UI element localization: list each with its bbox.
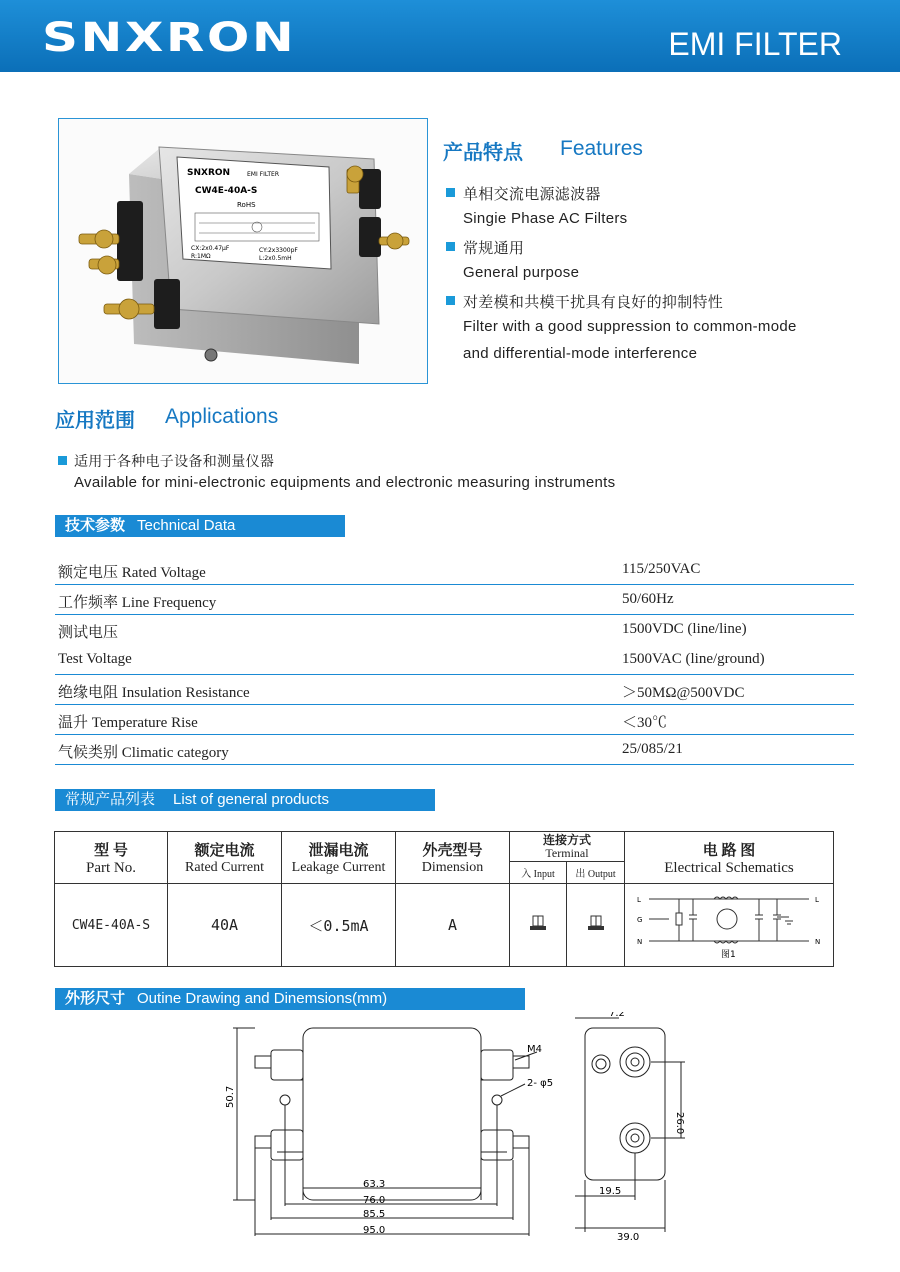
header-terminal: 连接方式 Terminal bbox=[510, 832, 625, 862]
bullet-icon bbox=[446, 242, 455, 251]
applications-heading-en: Applications bbox=[165, 405, 279, 428]
products-bar bbox=[55, 789, 435, 811]
products-bar-en: List of general products bbox=[173, 791, 329, 808]
dim-95: 95.0 bbox=[363, 1225, 386, 1236]
features-heading-en: Features bbox=[560, 137, 643, 160]
dimension-drawing bbox=[215, 1012, 685, 1244]
spec-value: 25/085/21 bbox=[622, 741, 683, 757]
photo-r: R:1MΩ bbox=[191, 253, 211, 260]
spec-value: 1500VAC (line/ground) bbox=[622, 651, 765, 667]
spec-value: ＜30℃ bbox=[622, 715, 668, 731]
schematic-l-in: L bbox=[637, 895, 641, 904]
dim-26: 26.0 bbox=[674, 1112, 685, 1135]
outline-bar-cn: 外形尺寸 bbox=[65, 990, 126, 1007]
dim-7-2: 7.2 bbox=[609, 1012, 625, 1019]
header-dimension: 外壳型号 Dimension bbox=[396, 832, 510, 884]
features-heading-cn: 产品特点 bbox=[443, 140, 523, 164]
feature-item-en: Singie Phase AC Filters bbox=[463, 210, 628, 227]
spec-row bbox=[55, 555, 854, 585]
photo-brand: SNXRON bbox=[187, 168, 231, 178]
dim-m4: M4 bbox=[527, 1044, 542, 1055]
dim-phi5: 2- φ5 bbox=[527, 1078, 554, 1089]
schematic-n-in: N bbox=[637, 937, 643, 946]
spec-label: 测试电压 bbox=[58, 625, 119, 641]
spec-row bbox=[55, 585, 854, 615]
outline-drawing bbox=[215, 1012, 685, 1248]
spec-row bbox=[55, 675, 854, 705]
spec-label: 额定电压 Rated Voltage bbox=[58, 565, 206, 581]
brand-logo: SNXRON bbox=[42, 15, 297, 61]
header-input: 入 Input bbox=[510, 862, 567, 884]
bullet-icon bbox=[446, 296, 455, 305]
technical-bar-cn: 技术参数 bbox=[65, 517, 126, 534]
spec-row bbox=[55, 645, 854, 675]
bullet-icon bbox=[446, 188, 455, 197]
applications-heading-cn: 应用范围 bbox=[55, 408, 135, 432]
header-leakage: 泄漏电流 Leakage Current bbox=[282, 832, 396, 884]
spec-row bbox=[55, 705, 854, 735]
application-item-cn: 适用于各种电子设备和测量仪器 bbox=[74, 453, 275, 469]
cell-leakage: ＜0.5mA bbox=[282, 884, 396, 967]
dim-39: 39.0 bbox=[617, 1232, 640, 1243]
outline-bar bbox=[55, 988, 525, 1010]
dim-76: 76.0 bbox=[363, 1195, 386, 1206]
header-schematics: 电 路 图 Electrical Schematics bbox=[625, 832, 834, 884]
header-output: 出 Output bbox=[567, 862, 625, 884]
application-item-en: Available for mini-electronic equipments and electronic measuring instruments bbox=[74, 474, 616, 491]
schematic-l-out: L bbox=[815, 895, 819, 904]
feature-item-en-cont: and differential-mode interference bbox=[463, 345, 698, 362]
bullet-icon bbox=[58, 456, 67, 465]
spec-value: ＞50MΩ@500VDC bbox=[622, 685, 745, 701]
cell-input-terminal bbox=[510, 884, 567, 967]
product-photo bbox=[58, 118, 428, 384]
spec-label: 温升 Temperature Rise bbox=[58, 715, 198, 731]
spec-row bbox=[55, 615, 854, 645]
cell-current: 40A bbox=[168, 884, 282, 967]
cell-schematic bbox=[625, 884, 834, 967]
emi-filter-illustration bbox=[59, 119, 427, 383]
spec-label: 工作频率 Line Frequency bbox=[58, 595, 217, 611]
feature-item-cn: 对差模和共模干扰具有良好的抑制特性 bbox=[463, 294, 724, 311]
cell-part: CW4E-40A-S bbox=[55, 884, 168, 967]
schematic-caption: 图1 bbox=[721, 949, 736, 959]
dim-19-5: 19.5 bbox=[599, 1186, 622, 1197]
spec-label: 气候类别 Climatic category bbox=[58, 745, 229, 761]
cell-output-terminal bbox=[567, 884, 625, 967]
schematic-diagram bbox=[629, 887, 829, 959]
spec-value: 1500VDC (line/line) bbox=[622, 621, 747, 637]
schematic-n-out: N bbox=[815, 937, 821, 946]
feature-item-en: General purpose bbox=[463, 264, 580, 281]
dim-50: 50.7 bbox=[225, 1085, 236, 1108]
outline-bar-en: Outine Drawing and Dinemsions(mm) bbox=[137, 990, 388, 1007]
technical-data-bar bbox=[55, 515, 345, 537]
schematic-g: G bbox=[637, 915, 643, 924]
dim-63: 63.3 bbox=[363, 1179, 386, 1190]
photo-type: EMI FILTER bbox=[247, 171, 280, 178]
terminal-icon bbox=[586, 913, 606, 933]
photo-rohs: RoHS bbox=[237, 201, 256, 209]
spec-value: 50/60Hz bbox=[622, 591, 674, 607]
cell-dimension: A bbox=[396, 884, 510, 967]
page-title: EMI FILTER bbox=[668, 26, 842, 62]
spec-label: Test Voltage bbox=[58, 651, 132, 667]
spec-row bbox=[55, 735, 854, 765]
feature-item-cn: 常规通用 bbox=[463, 240, 525, 257]
product-table bbox=[54, 831, 834, 967]
dim-85: 85.5 bbox=[363, 1209, 386, 1220]
feature-item-en: Filter with a good suppression to common-mode bbox=[463, 318, 797, 335]
spec-label: 绝缘电阻 Insulation Resistance bbox=[58, 685, 250, 701]
spec-value: 115/250VAC bbox=[622, 561, 701, 577]
technical-bar-en: Technical Data bbox=[137, 517, 236, 534]
photo-model: CW4E-40A-S bbox=[195, 186, 258, 196]
photo-cy: CY:2x3300pF bbox=[259, 247, 298, 254]
header-current: 额定电流 Rated Current bbox=[168, 832, 282, 884]
products-bar-cn: 常规产品列表 bbox=[65, 791, 156, 808]
feature-item-cn: 单相交流电源滤波器 bbox=[463, 186, 601, 203]
header-part: 型 号 Part No. bbox=[55, 832, 168, 884]
photo-l: L:2x0.5mH bbox=[259, 255, 292, 262]
photo-cx: CX:2x0.47μF bbox=[191, 245, 230, 252]
terminal-icon bbox=[528, 913, 548, 933]
